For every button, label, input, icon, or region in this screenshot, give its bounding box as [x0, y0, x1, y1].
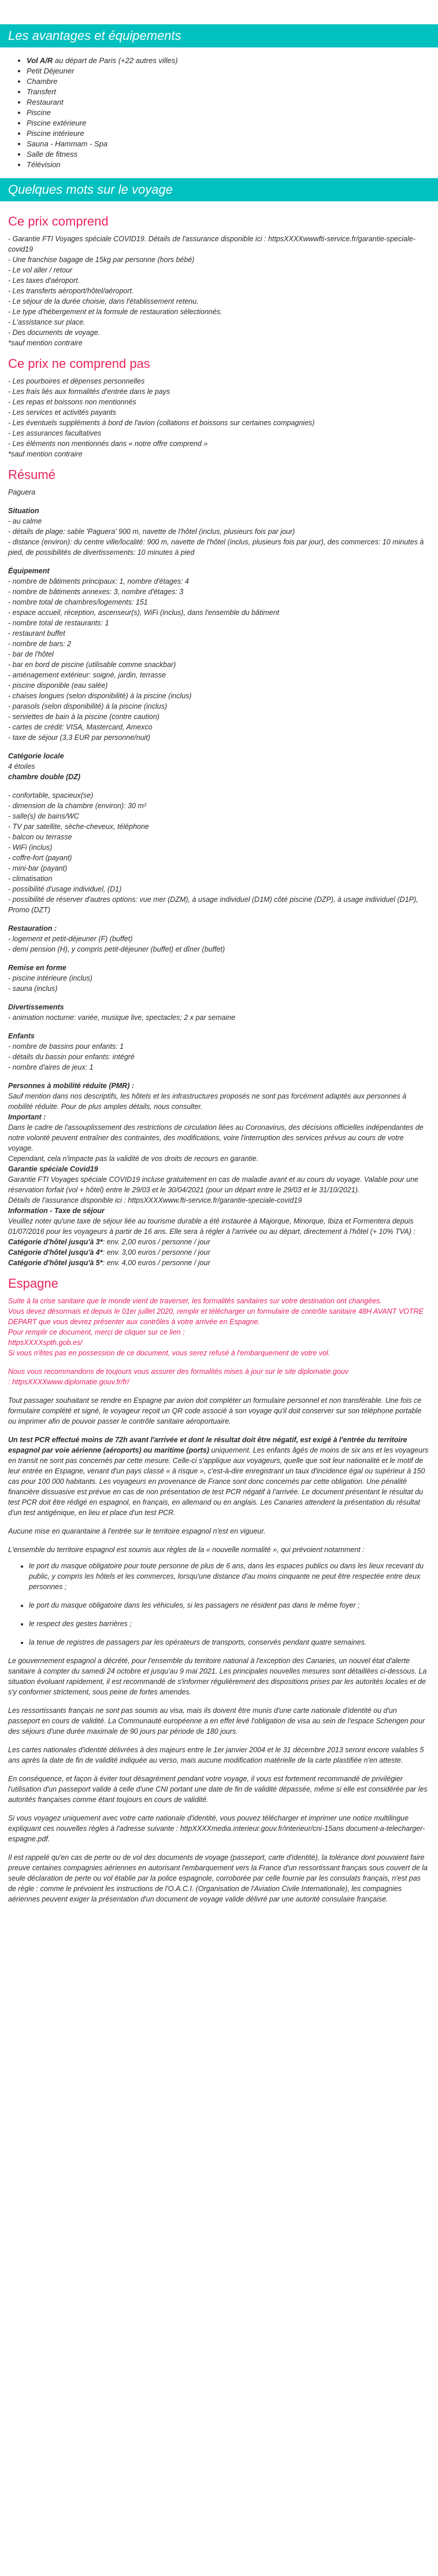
spain-section	[0, 1276, 438, 1904]
tax-lines	[8, 1237, 430, 1268]
block-line: - cartes de crédit: VISA, Mastercard, Amexco	[8, 723, 153, 731]
spain-red-notice-2	[8, 1366, 430, 1387]
reduced-mobility-heading: Personnes à mobilité réduite (PMR) :	[8, 1082, 135, 1090]
block-gap	[8, 915, 430, 923]
trip-title: Quelques mots sur le voyage	[8, 182, 173, 197]
block-line: - parasols (selon disponibilité) à la piscine (inclus)	[8, 702, 168, 710]
benefit-item	[27, 56, 438, 66]
block-line: - serviettes de bain à la piscine (contre caution)	[8, 713, 159, 721]
spain-paras	[8, 1656, 430, 1904]
spain-para-3: Aucune mise en quarantaine à l'entrée sur le territoire espagnol n'est en vigueur.	[8, 1527, 266, 1535]
spain-red-line: Nous vous recommandons de toujours vous assurer des formalités mises à jour sur le site diplomatie.gouv	[8, 1368, 349, 1376]
block-gap	[8, 743, 430, 751]
spain-title: Espagne	[8, 1276, 58, 1291]
spain-para: Le gouvernement espagnol a décrété, pour l'ensemble du territoire national à l'exception des Canaries, un nouvel état d'alerte sanitaire à compter du samedi 24 octobre et jusqu'au 9 mai 2021. Les principales nouvelles mesures sont détaillées ci-dessous. La situation évoluant rapidement, il est recommandé de s'informer régulièrement des dispositions prises par les autorités locales et de s'y conformer strictement, sous peine de fortes amendes.	[8, 1657, 427, 1696]
included-line: - L'assistance sur place.	[8, 318, 86, 326]
block-gap	[8, 497, 430, 506]
excluded-section	[0, 356, 438, 459]
block-line: - bar de l'hôtel	[8, 650, 54, 658]
included-line: - Des documents de voyage.	[8, 329, 101, 337]
benefit-item-text: Salle de fitness	[27, 150, 78, 159]
block-line: - nombre de bars: 2	[8, 640, 72, 648]
block-line: - possibilité de réserver d'autres options: vue mer (DZM), à usage individuel (D1M) côté piscine (DZP), à usage individuel (D1P), Promo (DZT)	[8, 895, 418, 914]
benefit-item	[27, 118, 438, 128]
block-line: - climatisation	[8, 875, 53, 883]
tax-line-amount: : env. 3,00 euros / personne / jour	[102, 1248, 210, 1256]
block-line: - coffre-fort (payant)	[8, 854, 72, 862]
excluded-line: - Les repas et boissons non mentionnés	[8, 398, 136, 406]
excluded-title: Ce prix ne comprend pas	[8, 356, 150, 371]
spain-para-1: Tout passager souhaitant se rendre en Espagne par avion doit compléter un formulaire personnel et non transférable. Une fois ce formulaire complété et signé, le voyageur reçoit un QR code associé à son voyage qu'il doit conserver sur son téléphone portable ou imprimer afin de pouvoir passer le contrôle sanitaire aéroportuaire.	[8, 1396, 422, 1425]
block-line: - animation nocturne: variée, musique live, spectacles; 2 x par semaine	[8, 1014, 236, 1022]
block-line: - restaurant buffet	[8, 629, 65, 637]
summary-section	[0, 467, 438, 1268]
block-gap	[8, 955, 430, 963]
block-line: - mini-bar (payant)	[8, 864, 68, 872]
benefit-item	[27, 97, 438, 108]
spain-para-4: L'ensemble du territoire espagnol est soumis aux règles de la « nouvelle normalité », qui prévoient notamment :	[8, 1546, 365, 1554]
summary-blocks	[8, 497, 430, 1081]
benefit-item-text: Restaurant	[27, 98, 64, 106]
excluded-line: *sauf mention contraire	[8, 450, 83, 458]
spain-red-line: Pour remplir ce document, merci de cliquer sur ce lien :	[8, 1328, 185, 1336]
spain-bullet: • le port du masque obligatoire dans les véhicules, si les passagers ne résident pas dans le même foyer ;	[29, 1600, 430, 1611]
block-line: - balcon ou terrasse	[8, 833, 72, 841]
excluded-line: - Les éventuels suppléments à bord de l'avion (collations et boissons sur certaines compagnies)	[8, 419, 315, 427]
block-line: - détails de plage: sable 'Paguera' 900 m, navette de l'hôtel (inclus, plusieurs fois par jour)	[8, 528, 295, 536]
reduced-mobility-text: Sauf mention dans nos descriptifs, les hôtels et les infrastructures proposés ne sont pas forcément adaptés aux personnes à mobilité réduite. Pour de plus amples détails, nous consulter.	[8, 1092, 407, 1111]
benefit-item-text: Télévision	[27, 160, 61, 169]
included-line: - Une franchise bagage de 15kg par personne (hors bébé)	[8, 256, 195, 264]
block-line: 4 étoiles	[8, 762, 35, 771]
block-line: - chaises longues (selon disponibilité) à la piscine (inclus)	[8, 692, 192, 700]
spain-bullet: • la tenue de registres de passagers par les opérateurs de transports, conservés pendant quatre semaines.	[29, 1637, 430, 1648]
benefit-item	[27, 87, 438, 97]
block-gap	[8, 782, 430, 790]
block-heading: Restauration :	[8, 924, 57, 933]
included-line: - Le séjour de la durée choisie, dans l'établissement retenu.	[8, 297, 199, 305]
benefit-item-bold: Vol A/R	[27, 56, 53, 65]
block-line: - nombre d'aires de jeux: 1	[8, 1063, 94, 1071]
block-line: - détails du bassin pour enfants: intégré	[8, 1053, 135, 1061]
included-line: - Les taxes d'aéroport.	[8, 277, 80, 285]
block-gap	[8, 1023, 430, 1031]
block-line: - TV par satellite, sèche-cheveux, téléphone	[8, 823, 149, 831]
block-line: - demi pension (H), y compris petit-déjeuner (buffet) et dîner (buffet)	[8, 945, 225, 953]
block-subheading: chambre double (DZ)	[8, 773, 81, 781]
block-heading: Enfants	[8, 1032, 35, 1040]
block-heading: Remise en forme	[8, 964, 66, 972]
included-line: *sauf mention contraire	[8, 339, 83, 347]
benefit-item-text: Piscine extérieure	[27, 119, 87, 127]
block-line: - WiFi (inclus)	[8, 843, 53, 852]
block-heading: Catégorie locale	[8, 752, 64, 760]
block-line: - nombre de bâtiments annexes: 3, nombre d'étages: 3	[8, 588, 184, 596]
included-line: - Le vol aller / retour	[8, 266, 73, 274]
block-line: - logement et petit-déjeuner (F) (buffet)	[8, 935, 133, 943]
tax-line-category: Catégorie d'hôtel jusqu'à 4*	[8, 1248, 103, 1256]
tax-line	[8, 1247, 430, 1258]
block-line: - distance (environ): du centre ville/localité: 900 m, navette de l'hôtel (inclus, plusieurs fois par jour), des commerces: 10 minutes à pied, de possibilités de divertissements: 10 minutes à pied	[8, 538, 424, 557]
excluded-line: - Les frais liés aux formalités d'entrée dans le pays	[8, 388, 170, 396]
benefit-item-text: Transfert	[27, 87, 57, 96]
spain-para-2-bold: Un test PCR effectué moins de 72h avant l'arrivée et dont le résultat doit être négatif, est exigé à l'entrée du territoire espagnol par voie aérienne (aéroports) ou maritime (ports)	[8, 1436, 407, 1454]
spain-para: Il est rappelé qu'en cas de perte ou de vol des documents de voyage (passeport, carte d'identité), la tolérance dont pouvaient faire preuve certaines compagnies aériennes en autorisant l'embarquement vers la France d'un ressortissant français sous couvert de la seule déclaration de perte ou vol établie par la police espagnole, corroborée par celle fournie par les consulats français, n'est pas de règle : comme le prévoient les instructions de l'O.A.C.I. (Organisation de l'Aviation Civile Internationale), les compagnies aériennes peuvent exiger la présentation d'un document de voyage valide délivré par une autorité consulaire française.	[8, 1853, 428, 1903]
included-section	[0, 214, 438, 348]
benefit-item-text: Sauna - Hammam - Spa	[27, 139, 108, 148]
block-gap	[8, 994, 430, 1002]
block-line: - bar en bord de piscine (utilisable comme snackbar)	[8, 661, 176, 669]
spain-red-line: Suite à la crise sanitaire que le monde vient de traverser, les formalités sanitaires sur votre destination ont changées.	[8, 1297, 382, 1305]
tax-line	[8, 1258, 430, 1268]
block-line: - piscine intérieure (inclus)	[8, 974, 92, 982]
covid-heading: Garantie spéciale Covid19	[8, 1165, 98, 1173]
benefit-item-text: Petit Déjeuner	[27, 67, 75, 75]
block-heading: Divertissements	[8, 1003, 64, 1011]
benefit-item-text: Piscine	[27, 108, 51, 117]
spain-para: Les ressortissants français ne sont pas soumis au visa, mais ils doivent être munis d'une carte nationale d'identité ou d'un passeport en cours de validité. La Communauté européenne a en effet levé l'obligation de visa au sein de l'espace Schengen pour des séjours d'une durée maximale de 90 jours par période de 180 jours.	[8, 1707, 425, 1735]
included-line: - Les transferts aéroport/hôtel/aéroport.	[8, 287, 134, 295]
block-gap	[8, 1073, 430, 1081]
spain-para: Si vous voyagez uniquement avec votre carte nationale d'identité, vous pouvez télécharger et imprimer une notice multilingue expliquant ces nouvelles règles à l'adresse suivante : httpXXXXmedia.interieur.gouv.fr/interieur/cni-15ans document-a-telecharger-espagne.pdf.	[8, 1814, 425, 1843]
trip-banner	[0, 178, 438, 201]
included-lines	[8, 234, 430, 348]
excluded-line: - Les assurances facultatives	[8, 429, 102, 437]
block-line: - confortable, spacieux(se)	[8, 791, 94, 799]
tax-line-amount: : env. 4,00 euros / personne / jour	[102, 1259, 210, 1267]
tax-heading: Information - Taxe de séjour	[8, 1207, 105, 1215]
covid-link[interactable]: Détails de l'assurance disponible ici : httpsXXXXwww.fti-service.fr/garantie-speciale-covid19	[8, 1196, 302, 1204]
benefit-item	[27, 66, 438, 76]
excluded-line: - Les services et activités payants	[8, 408, 116, 417]
benefit-item	[27, 149, 438, 160]
spain-red-notice	[8, 1296, 430, 1358]
tax-line-category: Catégorie d'hôtel jusqu'à 3*	[8, 1238, 103, 1246]
tax-line-amount: : env. 2,00 euros / personne / jour	[102, 1238, 210, 1246]
spain-form-link[interactable]: httpsXXXXspth.gob.es/	[8, 1339, 83, 1347]
block-line: - salle(s) de bains/WC	[8, 812, 79, 820]
spain-red-line: Si vous n'êtes pas en possession de ce document, vous serez refusé à l'embarquement de votre vol.	[8, 1349, 331, 1357]
block-line: - nombre de bassins pour enfants: 1	[8, 1042, 124, 1051]
excluded-lines	[8, 376, 430, 459]
tax-line	[8, 1237, 430, 1247]
benefit-item-text: Piscine intérieure	[27, 129, 84, 138]
block-line: - taxe de séjour (3,3 EUR par personne/nuit)	[8, 734, 150, 742]
summary-place: Paguera	[8, 488, 36, 496]
excluded-line: - Les éléments non mentionnés dans « notre offre comprend »	[8, 440, 208, 448]
spain-para-2-rest: uniquement. Les enfants âgés de moins de six ans et les voyageurs en transit ne sont pas concernés par cette mesure. Celle-ci s'applique aux voyageurs, quelle que soit leur nationalité et le motif de leur entrée en Espagne, venant d'un pays classé « à risque », c'est-à-dire enregistrant un taux d'incidence égal ou supérieur à 150 cas pour 100 000 habitants. Les voyageurs en provenance de France sont donc concernés par cette obligation. Une pénalité financière dissuasive est prévue en cas de non présentation de test PCR négatif à l'arrivée. Le document présentant le résultat du test PCR doit être rédigé en espagnol, en français, en allemand ou en anglais. Les Canaries attendent la présentation du résultat d'un test antigénique, en lieu et place d'un test PCR.	[8, 1446, 429, 1517]
covid-text: Garantie FTI Voyages spéciale COVID19 incluse gratuitement en cas de maladie avant et au cours du voyage. Valable pour une réservation forfait (vol + hôtel) entre le 29/03 et le 30/04/2021 (pour un départ entre le 29/03 et le 31/10/2021).	[8, 1175, 418, 1194]
block-line: - aménagement extérieur: soigné, jardin, terrasse	[8, 671, 166, 679]
benefits-banner	[0, 24, 438, 47]
benefit-item	[27, 128, 438, 139]
spain-red-line: Vous devez désormais et depuis le 01er juillet 2020, remplir et télécharger un formulaire de contrôle sanitaire 48H AVANT VOTRE DEPART que vous devrez présenter aux contrôles à votre arrivée en Espagne.	[8, 1307, 424, 1326]
important-text-2: Cependant, cela n'impacte pas la validité de vos droits de recours en garantie.	[8, 1155, 259, 1163]
block-line: - piscine disponible (eau salée)	[8, 681, 108, 690]
block-line: - au calme	[8, 517, 42, 525]
benefits-title: Les avantages et équipements	[8, 28, 181, 43]
included-line: - Le type d'hébergement et la formule de restauration sélectionnés.	[8, 308, 222, 316]
included-line: - Garantie FTI Voyages spéciale COVID19. Détails de l'assurance disponible ici : httpsXXXXwwwfti-service.fr/garantie-speciale-covid19	[8, 235, 415, 253]
spain-bullets	[8, 1561, 430, 1648]
block-heading: Équipement	[8, 567, 50, 575]
block-line: - sauna (inclus)	[8, 985, 58, 993]
benefit-item	[27, 76, 438, 87]
spain-para: En conséquence, et façon à éviter tout désagrément pendant votre voyage, il vous est fortement recommandé de privilégier l'utilisation d'un passeport valide à celle d'une CNI portant une date de fin de validité dépassée, même si elle est considérée par les autorités françaises comme étant toujours en cours de validité.	[8, 1775, 428, 1804]
block-line: - nombre de bâtiments principaux: 1, nombre d'étages: 4	[8, 577, 189, 585]
block-gap	[8, 558, 430, 566]
benefit-item	[27, 160, 438, 170]
spain-para-2	[8, 1435, 430, 1518]
block-line: - nombre total de restaurants: 1	[8, 619, 109, 627]
tax-line-category: Catégorie d'hôtel jusqu'à 5*	[8, 1259, 103, 1267]
block-line: - possibilité d'usage individuel, (D1)	[8, 885, 122, 893]
included-title: Ce prix comprend	[8, 214, 109, 229]
spain-bullet: • le respect des gestes barrières ;	[29, 1619, 430, 1629]
important-heading: Important :	[8, 1113, 46, 1121]
important-text: Dans le cadre de l'assouplissement des restrictions de circulation liées au Coronavirus, des décisions officielles indépendantes de notre volonté peuvent entraîner des contraintes, des modifications, voire l'interruption des services prévus au cours de votre voyage.	[8, 1123, 424, 1152]
spain-para: Les cartes nationales d'identité délivrées à des majeurs entre le 1er janvier 2004 et le 31 décembre 2013 seront encore valables 5 ans après la date de fin de validité indiquée au verso, mais aucune modification matérielle de la carte plastifiée n'en atteste.	[8, 1746, 424, 1764]
block-line: - nombre total de chambres/logements: 151	[8, 598, 148, 606]
summary-title: Résumé	[8, 467, 55, 482]
spain-bullet: • le port du masque obligatoire pour toute personne de plus de 6 ans, dans les espaces publics ou dans les lieux recevant du public, y compris les hôtels et les commerces, lorsqu'une distance d'au moins cinquante ne peut être respectée entre deux personnes ;	[29, 1561, 430, 1592]
block-line: - espace accueil, réception, ascenseur(s), WiFi (inclus), dans l'ensemble du bâtiment	[8, 609, 280, 617]
block-heading: Situation	[8, 507, 39, 515]
tax-text: Veuillez noter qu'une taxe de séjour liée au tourisme durable a été instaurée à Majorque, Minorque, Ibiza et Formentera depuis 01/07/2016 pour les voyageurs à partir de 16 ans. Elle sera à régler à l'arrivée ou au départ, directement à l'hôtel (+ 10% TVA) :	[8, 1217, 415, 1236]
diplomatie-link[interactable]: : httpsXXXXwww.diplomatie.gouv.fr/fr/	[8, 1378, 129, 1386]
excluded-line: - Les pourboires et dépenses personnelles	[8, 377, 145, 385]
benefit-item-text: Chambre	[27, 77, 58, 86]
benefits-list	[0, 56, 438, 170]
benefit-item	[27, 139, 438, 149]
block-line: - dimension de la chambre (environ): 30 m²	[8, 802, 146, 810]
benefit-item-text: au départ de Paris (+22 autres villes)	[53, 56, 178, 65]
benefit-item	[27, 108, 438, 118]
